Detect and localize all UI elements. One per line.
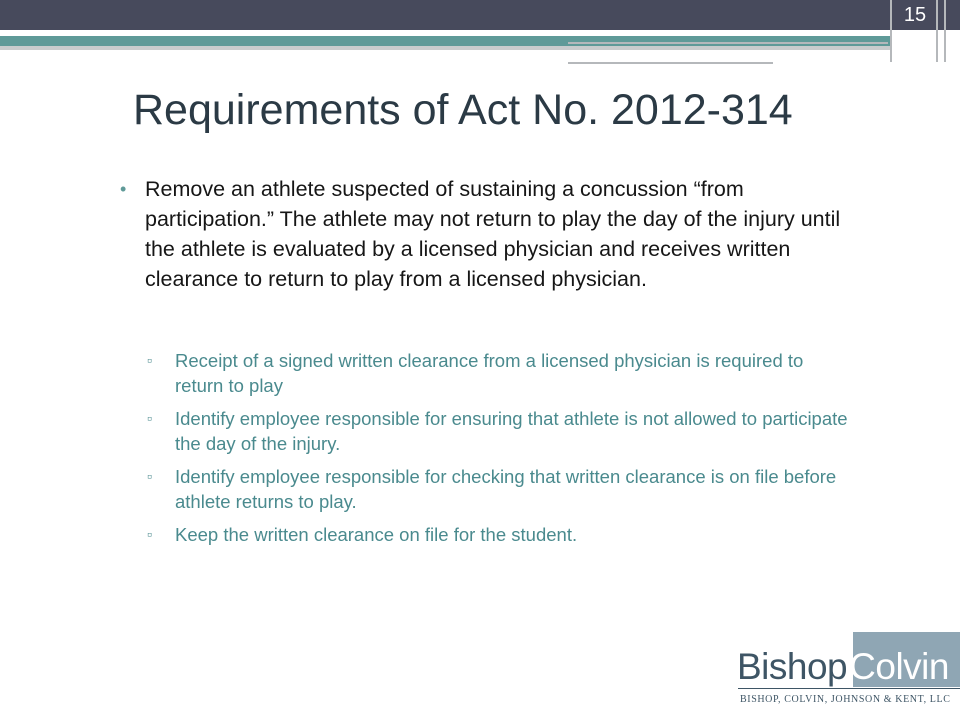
decor-vertical-line xyxy=(890,0,892,62)
main-bullet-text: Remove an athlete suspected of sustaining a concussion “from participation.” The athlete may not return to play the day of the injury until the athlete is evaluated by a licensed physician and receives written clearance to return to play from a licensed physician. xyxy=(145,177,841,291)
logo-firm-name: BISHOP, COLVIN, JOHNSON & KENT, LLC xyxy=(740,694,951,705)
sub-bullet-text: Identify employee responsible for checking that written clearance is on file before athlete returns to play. xyxy=(175,466,837,512)
sub-bullet-list xyxy=(145,348,855,555)
slide-title: Requirements of Act No. 2012-314 xyxy=(133,86,793,134)
logo-rule xyxy=(738,688,960,689)
square-bullet-icon: ▫ xyxy=(147,410,152,426)
sub-bullet-text: Receipt of a signed written clearance from a licensed physician is required to return to play xyxy=(175,350,804,396)
sub-bullet xyxy=(145,464,855,514)
logo-word-colvin: Colvin xyxy=(849,646,949,687)
main-bullet xyxy=(120,174,850,294)
square-bullet-icon: ▫ xyxy=(147,526,152,542)
bullet-dot: • xyxy=(120,179,127,199)
square-bullet-icon: ▫ xyxy=(147,468,152,484)
page-number: 15 xyxy=(903,4,927,26)
decor-line xyxy=(568,62,773,64)
sub-bullet xyxy=(145,406,855,456)
header-gray-line xyxy=(0,46,890,50)
logo-name xyxy=(737,646,949,688)
logo-word-bishop: Bishop xyxy=(737,646,848,687)
decor-vertical-line xyxy=(936,0,938,62)
square-bullet-icon: ▫ xyxy=(147,352,152,368)
decor-line xyxy=(568,42,888,44)
sub-bullet xyxy=(145,348,855,398)
sub-bullet xyxy=(145,522,855,547)
header-accent-bar xyxy=(0,36,890,46)
sub-bullet-text: Keep the written clearance on file for the student. xyxy=(175,524,578,545)
header-stripe xyxy=(0,30,960,32)
decor-vertical-line xyxy=(944,0,946,62)
sub-bullet-text: Identify employee responsible for ensuring that athlete is not allowed to participate the day of the injury. xyxy=(175,408,848,454)
header-bar xyxy=(0,0,960,32)
